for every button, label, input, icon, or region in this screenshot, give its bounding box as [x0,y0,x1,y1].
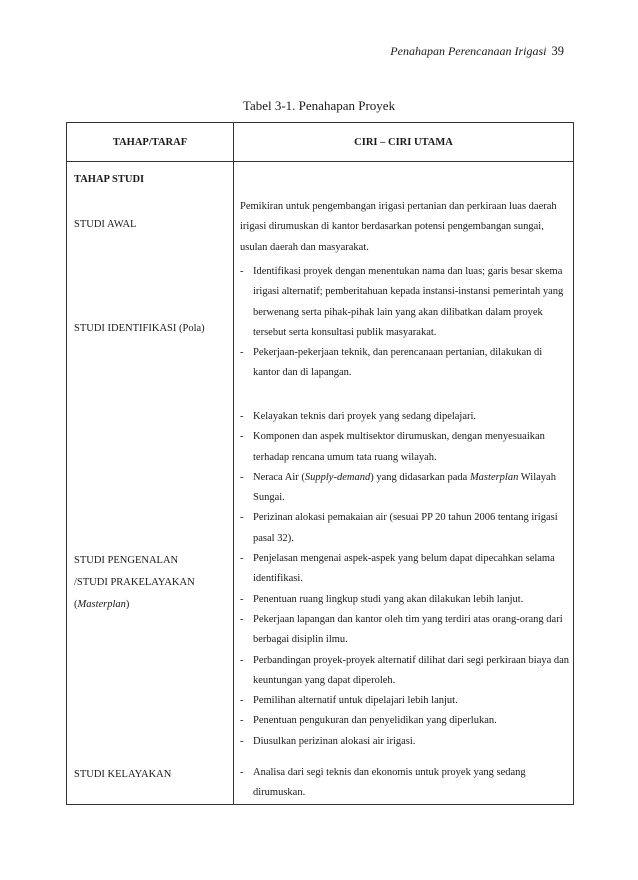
section-label: TAHAP STUDI [74,174,145,185]
list-item: - Analisa dari segi teknis dan ekonomis untuk proyek yang sedang dirumuskan. [240,763,570,804]
page-number: 39 [551,44,564,58]
stage-table [66,122,574,805]
list-item: - Pemilihan alternatif untuk dipelajari lebih lanjut. [240,691,570,711]
list-item: - Penjelasan mengenai aspek-aspek yang belum dapat dipecahkan selama identifikasi. [240,549,570,590]
stage-studi-identifikasi: STUDI IDENTIFIKASI (Pola) [74,323,205,334]
header-characteristics: CIRI – CIRI UTAMA [354,137,453,148]
stage-label-line: /STUDI PRAKELAYAKAN [74,577,195,588]
stage-label-line: Masterplan [77,599,126,610]
list-item: - Perbandingan proyek-proyek alternatif dilihat dari segi perkiraan biaya dan keuntungan yang dapat diperoleh. [240,651,570,692]
list-item: - Diusulkan perizinan alokasi air irigasi. [240,732,570,752]
list-item: - Penentuan pengukuran dan penyelidikan yang diperlukan. [240,711,570,731]
list-item: - Perizinan alokasi pemakaian air (sesuai PP 20 tahun 2006 tentang irigasi pasal 32). [240,508,570,549]
stage-label-line: STUDI PENGENALAN [74,555,179,566]
header-stage: TAHAP/TARAF [112,137,188,148]
studi-pengenalan-list [240,407,570,752]
list-item: - Pekerjaan lapangan dan kantor oleh tim yang terdiri atas orang-orang dari berbagai disiplin ilmu. [240,610,570,651]
stage-studi-awal: STUDI AWAL [74,219,137,230]
stage-studi-pengenalan: STUDI PENGENALAN /STUDI PRAKELAYAKAN (Masterplan) [74,551,195,614]
running-head [390,44,564,59]
studi-identifikasi-list [240,262,570,384]
table-caption: Tabel 3-1. Penahapan Proyek [242,98,396,113]
column-divider [233,123,234,804]
stage-studi-kelayakan: STUDI KELAYAKAN [74,769,172,780]
studi-kelayakan-list [240,763,570,804]
list-item: - Identifikasi proyek dengan menentukan nama dan luas; garis besar skema irigasi alternatif; pemberitahuan kepada instansi-instansi pemerintah yang berwenang serta pihak-pihak lain yang akan dilibatkan dalam proyek tersebut serta konsultasi publik masyarakat. [240,262,570,343]
list-item: - Pekerjaan-pekerjaan teknik, dan perencanaan pertanian, dilakukan di kantor dan di lapangan. [240,343,570,384]
list-item: - Komponen dan aspek multisektor dirumuskan, dengan menyesuaikan terhadap rencana umum tata ruang wilayah. [240,427,570,468]
running-head-title: Penahapan Perencanaan Irigasi [390,44,547,58]
list-item: - Kelayakan teknis dari proyek yang sedang dipelajari. [240,407,570,427]
list-item: - Neraca Air (Supply-demand) yang didasarkan pada Masterplan Wilayah Sungai. [240,468,570,509]
list-item: - Penentuan ruang lingkup studi yang akan dilakukan lebih lanjut. [240,590,570,610]
studi-awal-description: Pemikiran untuk pengembangan irigasi pertanian dan perkiraan luas daerah irigasi dirumuskan di kantor berdasarkan potensi pengembangan sungai, usulan daerah dan masyarakat. [240,201,557,253]
table-header [67,123,573,162]
